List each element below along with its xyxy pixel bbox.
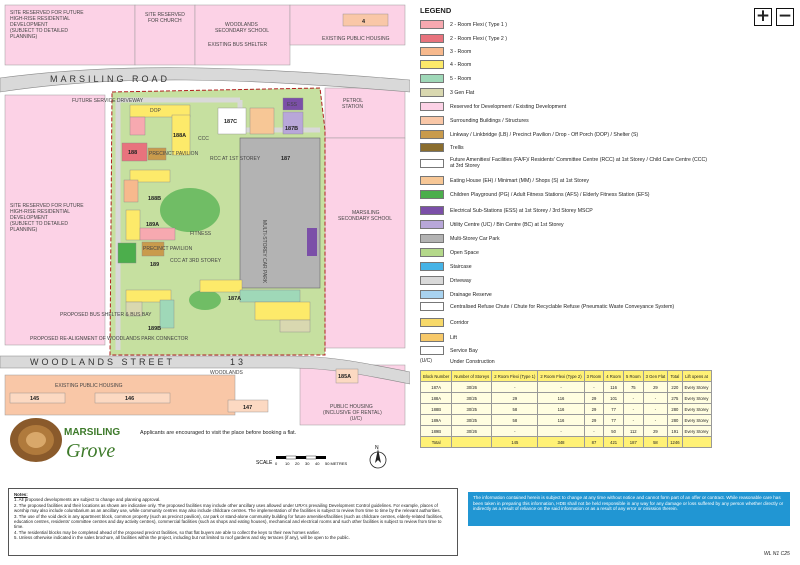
legend-swatch <box>420 248 444 257</box>
table-row <box>421 404 712 415</box>
table-cell: 30/25 <box>452 393 492 404</box>
table-cell: 220 <box>668 382 682 393</box>
legend-label: 4 - Room <box>450 61 472 68</box>
rcc-label: RCC AT 1ST STOREY <box>210 156 261 162</box>
block-146-number: 146 <box>125 396 135 402</box>
legend-item <box>420 302 710 311</box>
table-cell: - <box>584 426 604 437</box>
legend-item <box>420 220 710 229</box>
disclaimer-box: The information contained herein is subject to change at any time without notice and cannot form part of an offer or contract. While reasonable care has been taken in preparing this information, HDB shall not be held responsible in any way for any damage or loss suffered by any person whether directly or indirectly as a result of reliance on the said information or as a result of any error or omission therein. <box>468 492 790 526</box>
legend-item <box>420 276 710 285</box>
legend-item <box>420 206 710 215</box>
table-header-cell: 2 Room Flexi (Type 1) <box>492 371 538 382</box>
legend-label: Drainage Reserve <box>450 291 492 298</box>
table-cell: 116 <box>538 415 584 426</box>
table-cell: - <box>643 415 668 426</box>
table-cell: - <box>584 382 604 393</box>
table-cell: 30/25 <box>452 404 492 415</box>
legend-swatch <box>420 302 444 311</box>
table-total-cell: 1246 <box>668 437 682 448</box>
legend-item <box>420 234 710 243</box>
block-189-number: 189 <box>150 262 160 268</box>
legend-item <box>420 88 710 97</box>
legend-item <box>420 357 710 366</box>
mscp-ess <box>307 228 317 256</box>
legend-item <box>420 176 710 185</box>
ccc-tag: CCC <box>198 136 209 142</box>
block-187b <box>283 98 303 134</box>
legend-title: LEGEND <box>420 6 452 15</box>
table-header-cell: Number of Storeys <box>452 371 492 382</box>
table-cell: - <box>538 426 584 437</box>
open-space-south <box>189 290 221 310</box>
table-cell: Every Storey <box>682 382 711 393</box>
scale-tick: 10 <box>285 461 290 466</box>
zoom-out-button[interactable]: − <box>777 6 793 26</box>
proposed-realign-label: PROPOSED RE-ALIGNMENT OF WOODLANDS PARK CONNECTOR <box>30 336 189 342</box>
legend-swatch <box>420 102 444 111</box>
applicants-note: Applicants are encouraged to visit the place before booking a flat. <box>140 430 297 436</box>
table-cell: 77 <box>604 415 624 426</box>
legend-swatch <box>420 318 444 327</box>
petrol-site <box>325 88 405 138</box>
svg-text:(SUBJECT TO DETAILED: (SUBJECT TO DETAILED <box>10 221 68 227</box>
north-arrow <box>368 445 388 471</box>
table-cell: 280 <box>668 415 682 426</box>
svg-text:SITE RESERVED FOR FUTURE: SITE RESERVED FOR FUTURE <box>10 203 84 209</box>
table-cell: 30/26 <box>452 426 492 437</box>
legend-item <box>420 130 710 139</box>
svg-text:HIGH-RISE RESIDENTIAL: HIGH-RISE RESIDENTIAL <box>10 16 71 22</box>
north-label: N <box>375 445 379 451</box>
legend-swatch <box>420 206 444 215</box>
woodlands-street-label: WOODLANDS STREET <box>30 357 176 367</box>
svg-text:DEVELOPMENT: DEVELOPMENT <box>10 215 48 221</box>
table-header-cell: Block Number <box>421 371 452 382</box>
zoom-in-button[interactable]: + <box>755 6 771 26</box>
table-total-cell: 87 <box>584 437 604 448</box>
svg-text:HIGH-RISE RESIDENTIAL: HIGH-RISE RESIDENTIAL <box>10 209 71 215</box>
svg-text:SITE RESERVED: SITE RESERVED <box>145 12 185 18</box>
note-item: 3. The use of the void deck in any apartment block, common property (such as precinct pavilion), car park or stand-alone community building for future amenities/facilities (such as childcare centres, elderly-related facilities, education centres, residents' committee centres and day activity centres), commercial facilities (such as shops and eating houses), mechanical and electrical rooms and such other facilities is subject to review from time to time. <box>14 513 444 530</box>
legend-item <box>420 290 710 299</box>
legend-label: 5 - Room <box>450 75 472 82</box>
legend-label: 2 - Room Flexi ( Type 1 ) <box>450 21 507 28</box>
legend-swatch <box>420 346 444 355</box>
block-188-number: 188 <box>128 150 138 156</box>
notes-box <box>8 488 458 556</box>
legend-swatch <box>420 333 444 342</box>
legend-label: Corridor <box>450 319 469 326</box>
legend-item <box>420 248 710 257</box>
legend-label: Trellis <box>450 144 464 151</box>
legend-swatch <box>420 234 444 243</box>
table-cell: 116 <box>538 393 584 404</box>
block-187-number: 187 <box>281 156 291 162</box>
block-4-number: 4 <box>362 19 366 25</box>
table-total-cell: Total <box>421 437 452 448</box>
table-cell: - <box>623 404 643 415</box>
legend-swatch <box>420 190 444 199</box>
legend-item <box>420 190 710 199</box>
table-cell: - <box>623 415 643 426</box>
table-cell: 116 <box>604 382 624 393</box>
table-row <box>421 382 712 393</box>
table-row <box>421 426 712 437</box>
table-total-row <box>421 437 712 448</box>
legend-label: Service Bay <box>450 347 478 354</box>
svg-text:DEVELOPMENT: DEVELOPMENT <box>10 22 48 28</box>
scale-tick: 30 <box>305 461 310 466</box>
block-189b-number: 189B <box>148 326 162 332</box>
logo-line2: Grove <box>66 440 116 462</box>
svg-text:(U/C): (U/C) <box>350 416 362 422</box>
table-cell: 191 <box>668 426 682 437</box>
legend-swatch <box>420 130 444 139</box>
legend-swatch <box>420 47 444 56</box>
woodlands-small-label: WOODLANDS <box>210 370 243 376</box>
legend-label: Centralised Refuse Chute / Chute for Recyclable Refuse (Pneumatic Waste Conveyance System) <box>450 303 675 310</box>
table-cell: - <box>643 404 668 415</box>
svg-text:PETROL: PETROL <box>343 98 364 104</box>
block-187b-number: 187B <box>285 126 299 132</box>
block-188b-number: 188B <box>148 196 162 202</box>
svg-text:SITE RESERVED FOR FUTURE: SITE RESERVED FOR FUTURE <box>10 10 84 16</box>
scale-tick: 50 METRES <box>325 461 348 466</box>
pavilion-1-label: PRECINCT PAVILION <box>149 151 199 157</box>
table-header-cell: 3 Gen Flat <box>643 371 668 382</box>
open-space-central <box>160 188 220 232</box>
mscp-label: MULTI-STOREY CAR PARK <box>261 220 267 284</box>
legend-swatch <box>420 159 444 168</box>
table-cell: 188A <box>421 393 452 404</box>
notes-title: Notes: <box>14 492 28 497</box>
svg-text:(INCLUSIVE OF RENTAL): (INCLUSIVE OF RENTAL) <box>323 410 382 416</box>
marsiling-sec-site <box>325 138 405 348</box>
svg-text:MARSILING: MARSILING <box>352 210 380 216</box>
block-187c-number: 187C <box>224 119 238 125</box>
scale-tick: 0 <box>275 461 278 466</box>
legend-swatch <box>420 143 444 152</box>
table-total-cell: 58 <box>643 437 668 448</box>
table-cell: 116 <box>538 404 584 415</box>
legend-item <box>420 34 710 43</box>
table-header-cell: 4 Room <box>604 371 624 382</box>
marsiling-grove-logo <box>6 405 136 475</box>
table-cell: Every Storey <box>682 415 711 426</box>
table-cell: 30/25 <box>452 415 492 426</box>
logo-line1: MARSILING <box>64 427 121 438</box>
existing-ph-top-label: EXISTING PUBLIC HOUSING <box>322 36 390 42</box>
table-cell: 189A <box>421 415 452 426</box>
legend-label: Staircase <box>450 263 472 270</box>
table-cell: - <box>643 393 668 404</box>
legend-label: 2 - Room Flexi ( Type 2 ) <box>450 35 507 42</box>
legend-item <box>420 102 710 111</box>
svg-text:WOODLANDS: WOODLANDS <box>225 22 258 28</box>
table-cell: Every Storey <box>682 393 711 404</box>
table-cell: 29 <box>584 393 604 404</box>
legend-label: Driveway <box>450 277 472 284</box>
note-item: 2. The proposed facilities and their locations as shown are indicative only. The proposed facilities may include other ancillary uses allowed under URA's prevailing Development Control guidelines. For example, places of worship may also include columbarium as an ancillary use, while community centres may also include childcare centres. The implementation of the facilities is subject to review from time to time by the relevant authorities. <box>14 502 441 514</box>
table-row <box>421 415 712 426</box>
table-header-cell: Lift opens at <box>682 371 711 382</box>
legend-item <box>420 157 710 169</box>
site-plan-map <box>0 0 410 440</box>
legend-item <box>420 318 710 327</box>
ccc-label: CCC AT 3RD STOREY <box>170 258 222 264</box>
svg-text:PLANNING): PLANNING) <box>10 227 38 233</box>
legend-label: Future Amenities/ Facilities (FA/F)/ Residents' Committee Centre (RCC) at 1st Storey / Child Care Centre (CCC) at 3rd Storey <box>450 157 707 169</box>
existing-ph-bottom-label: EXISTING PUBLIC HOUSING <box>55 383 123 389</box>
table-cell: 29 <box>584 415 604 426</box>
svg-text:PUBLIC HOUSING: PUBLIC HOUSING <box>330 404 373 410</box>
table-cell: 50 <box>604 426 624 437</box>
table-cell: - <box>623 393 643 404</box>
table-header-cell: 3 Room <box>584 371 604 382</box>
legend-label: Eating House (EH) / Minimart (MM) / Shops (S) at 1st Storey <box>450 177 589 184</box>
table-cell: 189B <box>421 426 452 437</box>
legend-label: 3 - Room <box>450 48 472 55</box>
table-cell: - <box>492 382 538 393</box>
table-cell: 275 <box>668 393 682 404</box>
note-item: 1. All proposed developments are subject to change and planning approval. <box>14 497 161 503</box>
table-cell: 280 <box>668 404 682 415</box>
svg-text:SECONDARY SCHOOL: SECONDARY SCHOOL <box>215 28 269 34</box>
table-cell: 29 <box>643 382 668 393</box>
table-cell: Every Storey <box>682 426 711 437</box>
table-cell: 75 <box>623 382 643 393</box>
legend-swatch <box>420 116 444 125</box>
table-header-cell: Total <box>668 371 682 382</box>
fitness-tag: FITNESS <box>190 231 212 237</box>
table-total-cell: 348 <box>538 437 584 448</box>
table-header-cell: 5 Room <box>623 371 643 382</box>
note-item: 4. The residential blocks may be completed ahead of the proposed precinct facilities, so that flat buyers are able to collect the keys to their new homes earlier. <box>14 529 320 535</box>
legend-swatch <box>420 20 444 29</box>
legend-swatch <box>420 176 444 185</box>
scale-tick: 40 <box>315 461 320 466</box>
legend-swatch <box>420 276 444 285</box>
scale-bar <box>256 453 366 467</box>
table-cell: Every Storey <box>682 404 711 415</box>
table-row <box>421 393 712 404</box>
table-cell: 29 <box>492 393 538 404</box>
reference-code: WL N1 C25 <box>764 551 790 557</box>
table-total-cell <box>452 437 492 448</box>
existing-shelter-label: EXISTING BUS SHELTER <box>208 42 268 48</box>
woodlands-sec-site <box>195 5 290 65</box>
block-185a-number: 185A <box>338 374 352 380</box>
svg-text:PLANNING): PLANNING) <box>10 34 38 40</box>
legend-item <box>420 262 710 271</box>
table-cell: 29 <box>584 404 604 415</box>
block-187c <box>218 108 274 134</box>
table-total-cell: 421 <box>604 437 624 448</box>
block-189a-number: 189A <box>146 222 160 228</box>
legend-label: Electrical Sub-Stations (ESS) at 1st Storey / 3rd Storey MSCP <box>450 207 593 214</box>
table-cell: 30/26 <box>452 382 492 393</box>
svg-text:(SUBJECT TO DETAILED: (SUBJECT TO DETAILED <box>10 28 68 34</box>
petrol-label <box>342 98 363 110</box>
legend-item <box>420 60 710 69</box>
table-cell: 29 <box>643 426 668 437</box>
svg-text:STATION: STATION <box>342 104 363 110</box>
legend-label: Surrounding Buildings / Structures <box>450 117 529 124</box>
table-cell: 77 <box>604 404 624 415</box>
legend-swatch <box>420 290 444 299</box>
legend-label: Under Construction <box>450 358 495 365</box>
table-total-cell <box>682 437 711 448</box>
legend-item <box>420 47 710 56</box>
legend-label: 3 Gen Flat <box>450 89 475 96</box>
legend-label: Reserved for Development / Existing Development <box>450 103 567 110</box>
legend-label: Multi-Storey Car Park <box>450 235 500 242</box>
scale-tick: 20 <box>295 461 300 466</box>
block-188a-number: 188A <box>173 133 187 139</box>
legend-swatch <box>420 262 444 271</box>
legend-label: Linkway / Linkbridge (LB) / Precinct Pavilion / Drop - Off Porch (DOP) / Shelter (S) <box>450 131 639 138</box>
legend-item <box>420 333 710 342</box>
table-cell: - <box>538 382 584 393</box>
table-cell: - <box>492 426 538 437</box>
block-187a-number: 187A <box>228 296 242 302</box>
note-item: 5. Unless otherwise indicated in the sales brochure, all facilities within the project, including but not limited to roof gardens and sky terraces (if any), will be open to the public. <box>14 535 350 541</box>
legend-item <box>420 346 710 355</box>
unit-mix-table <box>420 370 712 448</box>
pavilion-2-label: PRECINCT PAVILION <box>143 246 193 252</box>
legend-swatch <box>420 88 444 97</box>
legend-item <box>420 74 710 83</box>
woodlands-street-number: 13 <box>230 357 247 367</box>
table-total-cell: 145 <box>492 437 538 448</box>
marsiling-road-label: MARSILING ROAD <box>50 74 171 84</box>
table-cell: 58 <box>492 415 538 426</box>
block-145-number: 145 <box>30 396 40 402</box>
legend-label: Lift <box>450 334 457 341</box>
scale-label: SCALE <box>256 460 273 466</box>
legend-label: Utility Centre (UC) / Bin Centre (BC) at 1st Storey <box>450 221 564 228</box>
future-service-label: FUTURE SERVICE DRIVEWAY <box>72 98 144 104</box>
table-cell: 188B <box>421 404 452 415</box>
svg-text:SECONDARY SCHOOL: SECONDARY SCHOOL <box>338 216 392 222</box>
legend-label: Open Space <box>450 249 479 256</box>
dop-tag: DOP <box>150 108 161 114</box>
table-cell: 101 <box>604 393 624 404</box>
legend-swatch: (U/C) <box>420 357 444 366</box>
legend-swatch <box>420 220 444 229</box>
table-cell: 187A <box>421 382 452 393</box>
legend-item <box>420 116 710 125</box>
legend-label: Children Playground (PG) / Adult Fitness Stations (AFS) / Elderly Fitness Station (EFS) <box>450 191 650 198</box>
church-label <box>145 12 185 24</box>
svg-text:FOR CHURCH: FOR CHURCH <box>148 18 182 24</box>
proposed-bus-label: PROPOSED BUS SHELTER & BUS BAY <box>60 312 152 318</box>
ess-tag: ESS <box>287 102 298 108</box>
legend-swatch <box>420 60 444 69</box>
legend-item <box>420 20 710 29</box>
block-147-number: 147 <box>243 405 253 411</box>
legend-swatch <box>420 74 444 83</box>
legend-swatch <box>420 34 444 43</box>
table-header-cell: 2 Room Flexi (Type 2) <box>538 371 584 382</box>
table-cell: 112 <box>623 426 643 437</box>
table-cell: 58 <box>492 404 538 415</box>
legend-item <box>420 143 710 152</box>
table-header-row <box>421 371 712 382</box>
table-total-cell: 187 <box>623 437 643 448</box>
